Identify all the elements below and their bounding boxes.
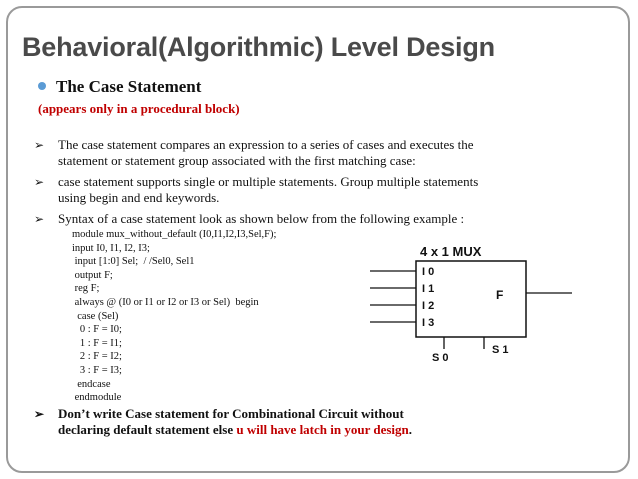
procedural-note: (appears only in a procedural block) — [38, 101, 240, 116]
arrow-bullet-icon: ➢ — [34, 175, 45, 189]
warning-text: declaring default statement else — [58, 422, 237, 437]
bullet-line: statement or statement group associated with the first matching case: — [58, 153, 416, 168]
code-line: 2 : F = I2; — [72, 351, 122, 363]
select-label-s1: S 1 — [492, 344, 509, 356]
bullet-item — [34, 137, 473, 169]
code-line: input [1:0] Sel; / /Sel0, Sel1 — [72, 256, 195, 268]
bullet-item — [34, 174, 478, 206]
code-line: 1 : F = I1; — [72, 337, 122, 349]
input-label-i2: I 2 — [422, 300, 435, 312]
arrow-bullet-icon: ➢ — [34, 407, 45, 421]
bullet-line: The case statement compares an expression to a series of cases and executes the — [58, 137, 474, 152]
section-heading — [38, 77, 201, 97]
slide-title: Behavioral(Algorithmic) Level Design — [22, 32, 495, 62]
arrow-bullet-icon: ➢ — [34, 212, 45, 226]
code-line: input I0, I1, I2, I3; — [72, 242, 150, 254]
code-line: always @ (I0 or I1 or I2 or I3 or Sel) begin — [72, 296, 259, 308]
input-label-i3: I 3 — [422, 317, 435, 329]
code-line: output F; — [72, 269, 113, 281]
arrow-bullet-icon: ➢ — [34, 138, 45, 152]
warning-end: . — [408, 422, 413, 437]
circle-bullet-icon — [38, 82, 46, 90]
code-block — [72, 228, 276, 405]
code-line: 3 : F = I3; — [72, 364, 122, 376]
warning-highlight: u will have latch in your design — [236, 422, 409, 437]
mux-label: 4 x 1 MUX — [420, 244, 482, 259]
bullet-line: Syntax of a case statement look as shown below from the following example : — [58, 211, 465, 226]
code-line: case (Sel) — [72, 310, 119, 322]
select-label-s0: S 0 — [432, 352, 449, 364]
output-label: F — [496, 288, 504, 302]
code-line: endcase — [72, 378, 111, 390]
code-line: 0 : F = I0; — [72, 324, 122, 336]
code-line: module mux_without_default (I0,I1,I2,I3,Sel,F); — [72, 229, 277, 240]
section-heading-text: The Case Statement — [56, 77, 202, 96]
bullet-line: using begin and end keywords. — [58, 190, 220, 205]
mux-diagram — [364, 243, 578, 365]
warning-line: Don’t write Case statement for Combinational Circuit without — [58, 406, 404, 421]
warning-line — [34, 422, 412, 438]
code-line: reg F; — [72, 283, 100, 295]
warning-bullet — [34, 406, 412, 438]
input-label-i1: I 1 — [422, 283, 435, 295]
code-line: endmodule — [72, 392, 122, 404]
bullet-item — [34, 211, 464, 227]
input-label-i0: I 0 — [422, 266, 435, 278]
bullet-line: case statement supports single or multiple statements. Group multiple statements — [58, 174, 479, 189]
